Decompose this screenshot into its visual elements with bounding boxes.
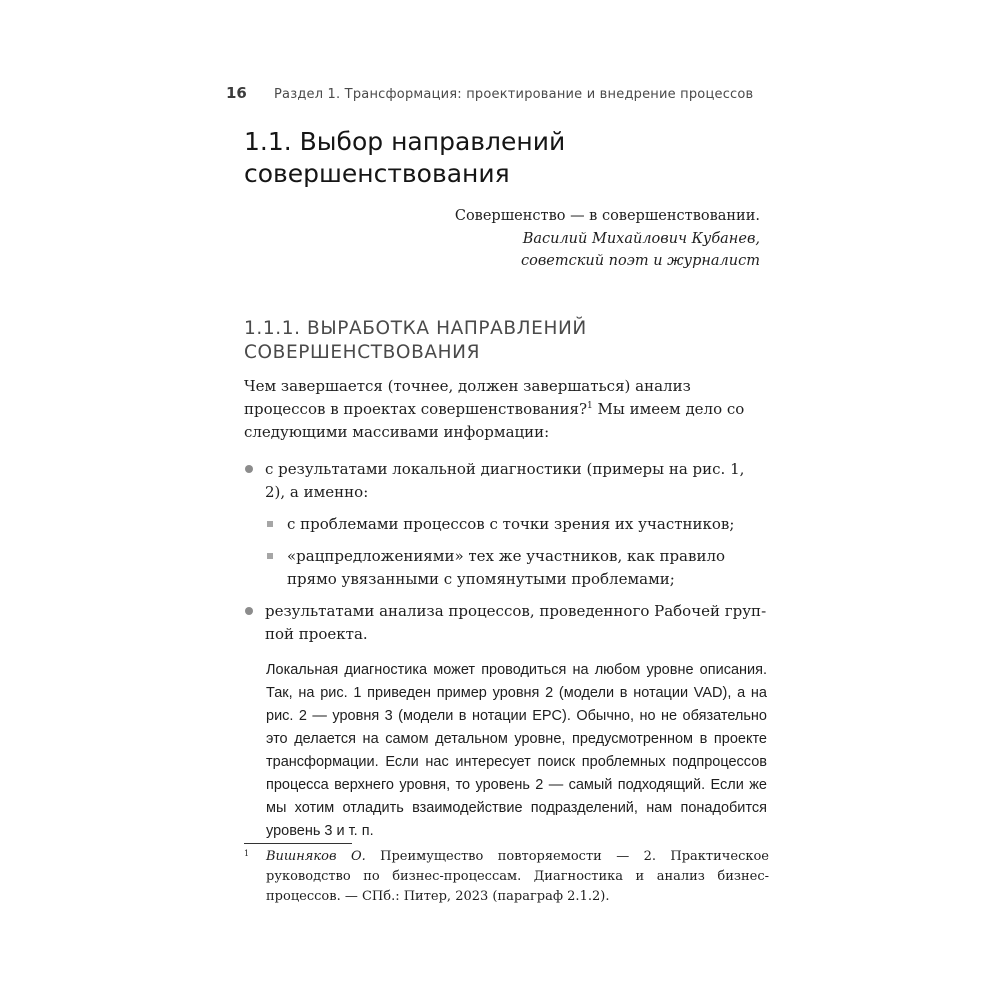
- bullet-dot-icon: [245, 607, 253, 615]
- sub-list-item: [265, 513, 769, 536]
- footnote-reference[interactable]: 1: [587, 401, 593, 411]
- intro-paragraph: [244, 375, 769, 444]
- sub-list: [265, 513, 769, 591]
- list-item-text: результатами анализа процессов, проведенного Рабочей группой проекта.: [265, 602, 767, 643]
- epigraph-quote: Совершенство — в совершенствовании.: [454, 208, 760, 224]
- epigraph-author-description: советский поэт и журналист: [521, 253, 760, 269]
- square-bullet-icon: [267, 521, 273, 527]
- page-number: 16: [226, 84, 247, 102]
- list-item: [244, 458, 769, 591]
- footnote-mark: 1: [244, 849, 250, 858]
- epigraph: [400, 205, 760, 272]
- sub-list-item-text: с проблемами процессов с точки зрения их участников;: [287, 515, 735, 533]
- list-item: [244, 600, 769, 646]
- list-item-text: с результатами локальной диагностики (примеры на рис. 1, 2), а именно:: [265, 460, 745, 501]
- section-title: [244, 317, 764, 365]
- section-title-line-1: 1.1.1. ВЫРАБОТКА НАПРАВЛЕНИЙ: [244, 318, 587, 339]
- epigraph-author-name: Василий Михайлович Кубанев,: [522, 231, 760, 247]
- sub-list-item: [265, 545, 769, 591]
- square-bullet-icon: [267, 553, 273, 559]
- running-header: [226, 84, 753, 102]
- chapter-title: [244, 126, 764, 190]
- intro-text-start: Чем завершается (точнее, должен завершаться) анализ процессов в проектах совершенствования?: [244, 377, 691, 418]
- chapter-title-line-2: совершенствования: [244, 159, 510, 188]
- sub-list-item-text: «рацпредложениями» тех же участников, как правило прямо увязанными с упомянутыми проблемами;: [287, 547, 726, 588]
- footnote-body: [244, 847, 769, 907]
- intro-text-end: Мы имеем дело со следующими массивами информации:: [244, 400, 745, 441]
- footnote-divider: [244, 843, 352, 844]
- section-title-line-2: СОВЕРШЕНСТВОВАНИЯ: [244, 342, 481, 363]
- footnote: [244, 847, 769, 907]
- bullet-list: [244, 458, 769, 655]
- chapter-title-line-1: 1.1. Выбор направлений: [244, 127, 566, 156]
- bullet-dot-icon: [245, 465, 253, 473]
- note-paragraph: Локальная диагностика может проводиться на любом уровне описания. Так, на рис. 1 приведен пример уровня 2 (модели в нотации VAD), а на рис. 2 — уровня 3 (модели в нотации EPC). Обычно, но не обязательно это делается на самом детальном уровне, предусмотренном в проекте трансформации. Если нас интересует поиск проблемных подпроцессов процесса верхнего уровня, то уровень 2 — самый подходящий. Если же мы хотим отладить взаимодействие подразделений, нам понадобится уровень 3 и т. п.: [266, 662, 767, 839]
- footnote-text: Преимущество повторяемости — 2. Практическое руководство по бизнес-процессам. Диагностика и анализ бизнес-процессов. — СПб.: Питер, 2023 (параграф 2.1.2).: [266, 849, 769, 904]
- footnote-author: Вишняков О.: [266, 849, 366, 864]
- running-header-title: Раздел 1. Трансформация: проектирование и внедрение процессов: [274, 87, 754, 102]
